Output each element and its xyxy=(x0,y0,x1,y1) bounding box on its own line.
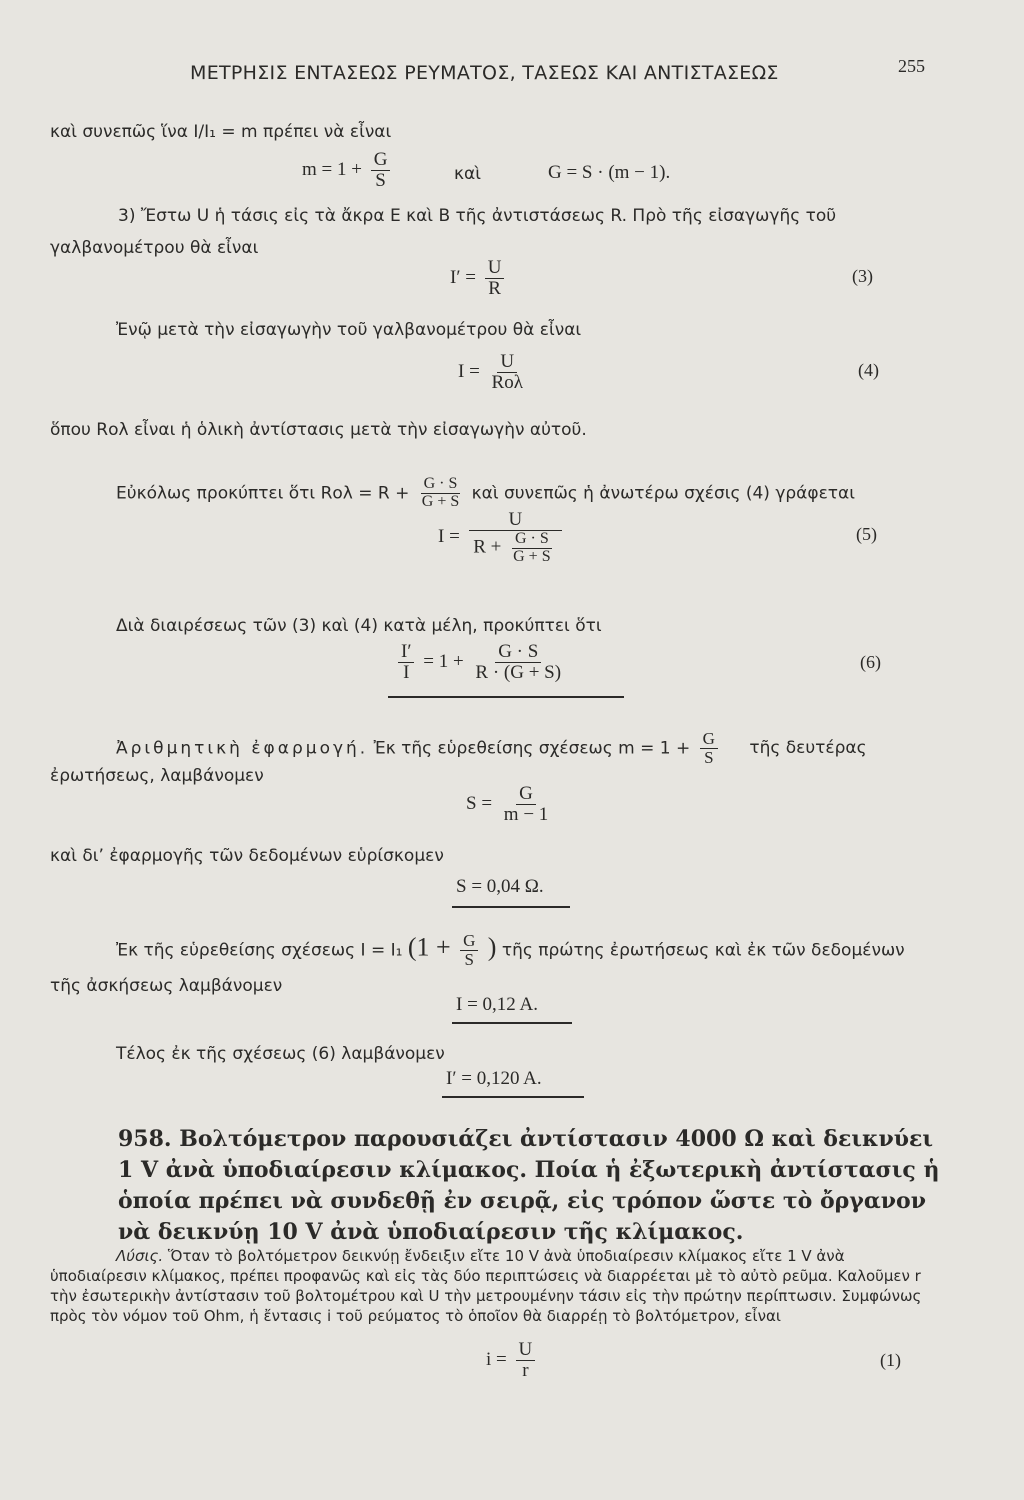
equation-m-left: m = 1 + xyxy=(302,158,362,180)
equation-5-numerator: U xyxy=(469,510,563,531)
text-line-finally: Τέλος ἐκ τῆς σχέσεως (6) λαμβάνομεν xyxy=(116,1044,445,1064)
equation-3-numerator: U xyxy=(485,258,505,279)
equation-5-inner-fraction xyxy=(510,531,553,566)
arith-line xyxy=(116,730,867,767)
result-I: I = 0,12 A. xyxy=(456,994,538,1015)
text-line-data: καὶ δι’ ἐφαρμογῆς τῶν δεδομένων εὑρίσκομεν xyxy=(50,846,444,866)
equation-5-den-start: R + xyxy=(473,536,502,558)
equation-m xyxy=(302,150,394,191)
equation-S-denominator: m − 1 xyxy=(503,803,549,825)
item3-line-1: 3) Ἔστω U ἡ τάσις εἰς τὰ ἄκρα E καὶ B τῆς ἀντιστάσεως R. Πρὸ τῆς εἰσαγωγῆς τοῦ xyxy=(118,206,837,226)
equation-4 xyxy=(458,352,530,393)
text-line-easily xyxy=(116,476,855,511)
text-line-from-numerator: G xyxy=(460,932,478,951)
result-Iprime-underline xyxy=(442,1096,584,1098)
result-S-underline xyxy=(452,906,570,908)
text-line-while: Ἐνῷ μετὰ τὴν εἰσαγωγὴν τοῦ γαλβανομέτρου θὰ εἶναι xyxy=(116,320,582,340)
text-line-divide: Διὰ διαιρέσεως τῶν (3) καὶ (4) κατὰ μέλη, προκύπτει ὅτι xyxy=(116,616,602,636)
paren-close: ) xyxy=(487,932,497,962)
equation-5-denominator xyxy=(470,531,560,566)
arith-text-end: τῆς δευτέρας xyxy=(749,738,867,759)
equation-5-inner-numerator: G · S xyxy=(512,531,552,549)
equation-5-fraction xyxy=(469,510,563,566)
equation-m-right: G = S · (m − 1). xyxy=(548,162,671,183)
equation-5-left: I = xyxy=(438,526,460,548)
arith-text: Ἐκ τῆς εὑρεθείσης σχέσεως m = 1 + xyxy=(373,738,691,759)
equation-1-numerator: U xyxy=(516,1340,536,1361)
equation-6-numerator: G · S xyxy=(495,642,541,663)
equation-S-fraction xyxy=(501,784,552,825)
running-header: ΜΕΤΡΗΣΙΣ ΕΝΤΑΣΕΩΣ ΡΕΥΜΑΤΟΣ, ΤΑΣΕΩΣ ΚΑΙ ΑΝΤΙΣΤΑΣΕΩΣ xyxy=(190,62,779,84)
text-line-from-start: Ἐκ τῆς εὑρεθείσης σχέσεως I = I₁ xyxy=(116,940,403,961)
text-line-from-end: τῆς πρώτης ἐρωτήσεως καὶ ἐκ τῶν δεδομένων xyxy=(501,940,905,961)
arith-numerator: G xyxy=(700,730,718,749)
result-S: S = 0,04 Ω. xyxy=(456,876,544,897)
equation-S-left: S = xyxy=(466,792,493,814)
text-line-where: ὅπου Rολ εἶναι ἡ ὁλικὴ ἀντίστασις μετὰ τὴν εἰσαγωγὴν αὐτοῦ. xyxy=(50,420,587,440)
text-line-from xyxy=(116,932,905,969)
text-line-easily-start: Εὐκόλως προκύπτει ὅτι Rολ = R + xyxy=(116,483,410,504)
problem-text: Βολτόμετρον παρουσιάζει ἀντίστασιν 4000 Ω καὶ δεικνύει 1 V ἀνὰ ὑποδιαίρεσιν κλίμακος. Ποία ἡ ἐξωτερικὴ ἀντίστασις ἡ ὁποία πρέπει νὰ συνδεθῇ ἐν σειρᾷ, εἰς τρόπον ὥστε τὸ ὄργανον νὰ δεικνύῃ 10 V ἀνὰ ὑποδιαίρεσιν τῆς κλίμακος. xyxy=(118,1126,940,1245)
equation-3 xyxy=(450,258,508,299)
equation-6-left-denominator: I xyxy=(403,661,410,683)
equation-m-denominator: S xyxy=(375,169,386,191)
equation-3-left: I′ = xyxy=(450,266,476,288)
equation-3-denominator: R xyxy=(488,277,501,299)
paren-open: (1 + xyxy=(407,932,451,962)
arith-fraction xyxy=(700,730,718,767)
equation-m-kai: καὶ xyxy=(454,164,481,184)
equation-6-left-fraction xyxy=(398,642,414,683)
equation-1-number: (1) xyxy=(880,1350,901,1370)
arith-denominator: S xyxy=(704,747,714,767)
text-line-1: καὶ συνεπῶς ἵνα I/I₁ = m πρέπει νὰ εἶναι xyxy=(50,122,392,142)
equation-4-denominator: Rολ xyxy=(491,371,523,393)
equation-S-numerator: G xyxy=(516,784,536,805)
equation-4-fraction xyxy=(489,352,526,393)
equation-6-middle: = 1 + xyxy=(423,650,464,672)
equation-3-fraction xyxy=(485,258,505,299)
equation-6 xyxy=(394,642,568,683)
page-number: 255 xyxy=(898,56,925,76)
equation-6-underline xyxy=(388,696,624,698)
equation-4-number: (4) xyxy=(858,360,879,380)
arith-label: Ἀριθμητικὴ ἐφαρμογή. xyxy=(116,738,369,759)
equation-1-left: i = xyxy=(486,1348,507,1370)
equation-m-fraction xyxy=(371,150,391,191)
equation-5-number: (5) xyxy=(856,524,877,544)
equation-6-left-numerator: I′ xyxy=(398,642,414,663)
equation-6-denominator: R · (G + S) xyxy=(475,661,562,683)
text-line-easily-fraction xyxy=(419,476,462,511)
equation-S xyxy=(466,784,555,825)
equation-4-numerator: U xyxy=(497,352,517,373)
text-line-easily-denominator: G + S xyxy=(421,492,460,510)
equation-1-denominator: r xyxy=(522,1359,529,1381)
equation-1-fraction xyxy=(516,1340,536,1381)
text-line-easily-end: καὶ συνεπῶς ἡ ἀνωτέρω σχέσις (4) γράφεται xyxy=(471,483,855,504)
equation-4-left: I = xyxy=(458,360,480,382)
equation-6-fraction xyxy=(472,642,564,683)
text-line-from-denominator: S xyxy=(464,949,474,969)
equation-5-inner-denominator: G + S xyxy=(513,547,551,565)
equation-5 xyxy=(438,510,566,566)
result-Iprime: I′ = 0,120 A. xyxy=(446,1068,542,1089)
text-line-exercise: τῆς ἀσκήσεως λαμβάνομεν xyxy=(50,976,283,996)
result-I-underline xyxy=(452,1022,572,1024)
text-line-easily-numerator: G · S xyxy=(421,476,461,494)
item3-line-2: γαλβανομέτρου θὰ εἶναι xyxy=(50,238,259,258)
solution-paragraph xyxy=(50,1246,930,1326)
equation-6-number: (6) xyxy=(860,652,881,672)
solution-label: Λύσις. xyxy=(116,1247,164,1265)
equation-3-number: (3) xyxy=(852,266,873,286)
problem-number: 958. xyxy=(118,1126,172,1152)
equation-m-numerator: G xyxy=(371,150,391,171)
text-line-from-fraction xyxy=(460,932,478,969)
text-line-question: ἐρωτήσεως, λαμβάνομεν xyxy=(50,766,264,786)
problem-958 xyxy=(118,1124,948,1248)
equation-1 xyxy=(486,1340,539,1381)
solution-text: Ὅταν τὸ βολτόμετρον δεικνύῃ ἔνδειξιν εἴτε 10 V ἀνὰ ὑποδιαίρεσιν κλίμακος εἴτε 1 V ἀνὰ ὑποδιαίρεσιν κλίμακος, πρέπει προφανῶς καὶ εἰς τὰς δύο περιπτώσεις νὰ διαρρέεται μὲ τὸ αὐτὸ ρεῦμα. Καλοῦμεν r τὴν ἐσωτερικὴν ἀντίστασιν τοῦ βολτομέτρου καὶ U τὴν μετρουμένην τάσιν εἰς τὴν πρώτην περίπτωσιν. Συμφώνως πρὸς τὸν νόμον τοῦ Ohm, ἡ ἔντασις i τοῦ ρεύματος τὸ ὁποῖον θὰ διαρρέῃ τὸ βολτόμετρον, εἶναι xyxy=(50,1247,922,1325)
